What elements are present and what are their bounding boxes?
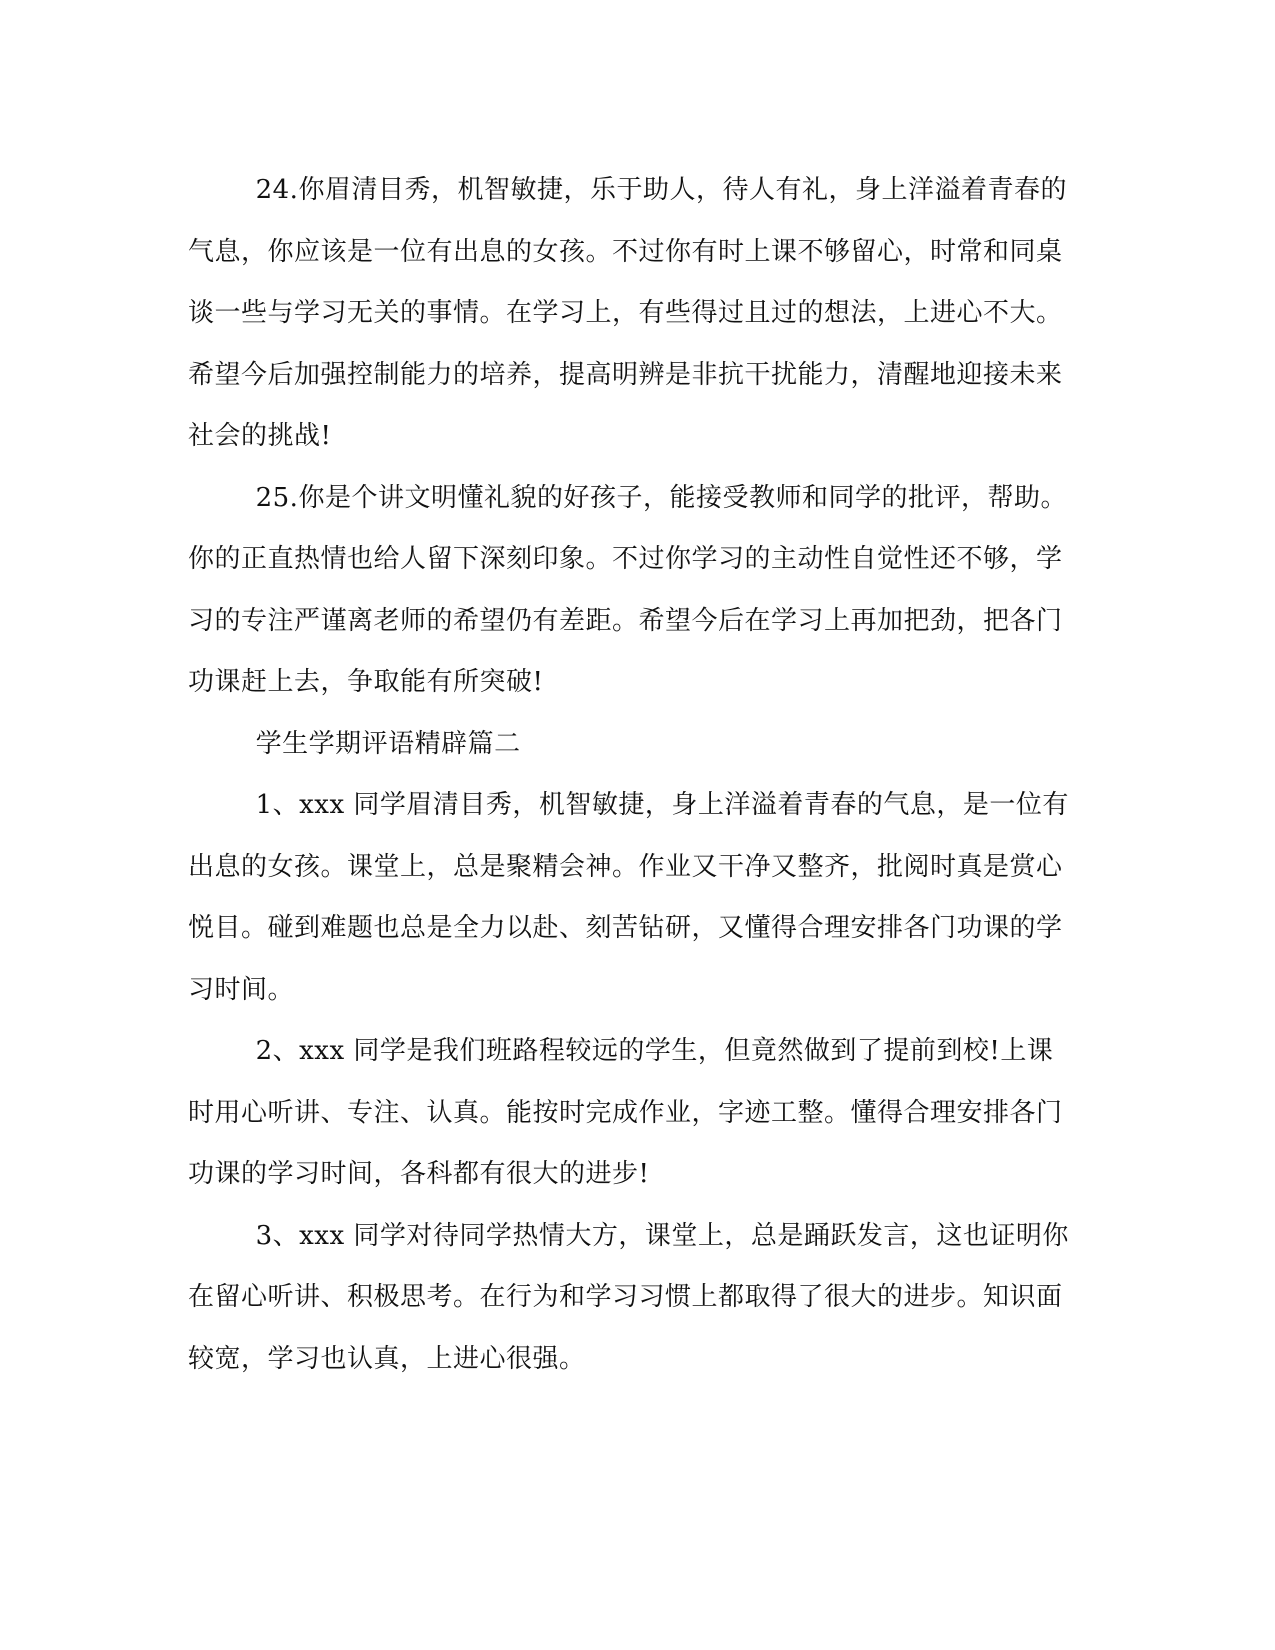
- section-heading: 学生学期评语精辟篇二: [255, 728, 521, 759]
- comment-paragraph-25: 25.你是个讲文明懂礼貌的好孩子，能接受教师和同学的批评，帮助。你的正直热情也给人留下深刻印象。不过你学习的主动性自觉性还不够，学习的专注严谨离老师的希望仍有差距。希望今后在学习上再加把劲，把各门功课赶上去，争取能有所突破!: [188, 482, 1067, 697]
- section-paragraph-3: 3、xxx 同学对待同学热情大方，课堂上，总是踊跃发言，这也证明你在留心听讲、积极思考。在行为和学习习惯上都取得了很大的进步。知识面较宽，学习也认真，上进心很强。: [188, 1220, 1069, 1374]
- section-paragraph-2: 2、xxx 同学是我们班路程较远的学生，但竟然做到了提前到校!上课时用心听讲、专注、认真。能按时完成作业，字迹工整。懂得合理安排各门功课的学习时间，各科都有很大的进步!: [188, 1036, 1063, 1189]
- document-body: [188, 160, 1076, 1390]
- section-paragraph-1: 1、xxx 同学眉清目秀，机智敏捷，身上洋溢着青春的气息，是一位有出息的女孩。课堂上，总是聚精会神。作业又干净又整齐，批阅时真是赏心悦目。碰到难题也总是全力以赴、刻苦钻研，又懂得合理安排各门功课的学习时间。: [188, 790, 1069, 1005]
- comment-paragraph-24: 24.你眉清目秀，机智敏捷，乐于助人，待人有礼，身上洋溢着青春的气息，你应该是一位有出息的女孩。不过你有时上课不够留心，时常和同桌谈一些与学习无关的事情。在学习上，有些得过且过的想法，上进心不大。希望今后加强控制能力的培养，提高明辨是非抗干扰能力，清醒地迎接未来社会的挑战!: [188, 175, 1067, 451]
